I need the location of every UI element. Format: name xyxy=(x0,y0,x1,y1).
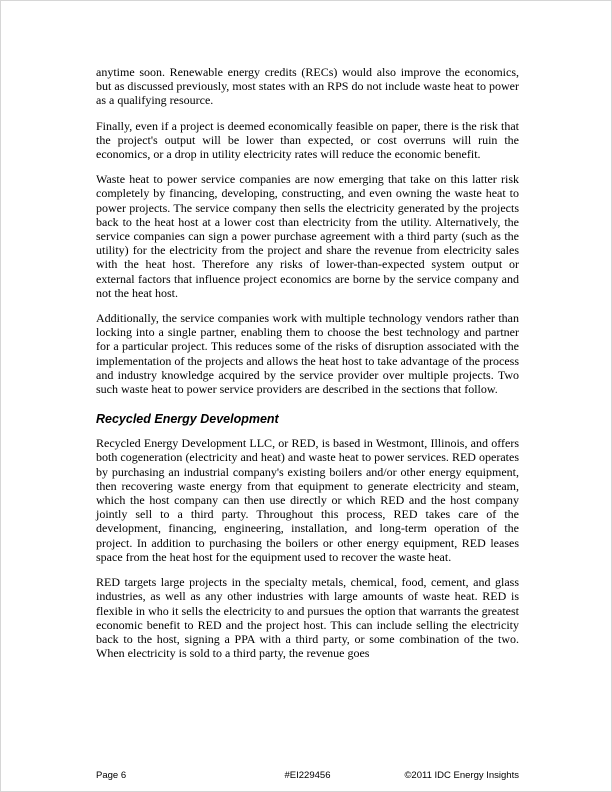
body-paragraph: Recycled Energy Development LLC, or RED, is based in Westmont, Illinois, and offers both cogeneration (electricity and heat) and waste heat to power services. RED operates by purchasing an industrial company's existing boilers and/or other energy equipment, then recovering waste energy from that equipment to generate electricity and steam, which the host company can then use directly or which RED and the host company jointly sell to a third party. Throughout this process, RED takes care of the development, financing, engineering, installation, and long-term operation of the project. In addition to purchasing the boilers or other energy equipment, RED leases space from the heat host for the equipment used to recover the waste heat. xyxy=(96,436,519,564)
page-body xyxy=(96,65,519,671)
body-paragraph: anytime soon. Renewable energy credits (RECs) would also improve the economics, but as discussed previously, most states with an RPS do not include waste heat to power as a qualifying resource. xyxy=(96,65,519,108)
section-heading: Recycled Energy Development xyxy=(96,412,279,427)
page-footer xyxy=(96,770,519,784)
body-paragraph: Additionally, the service companies work with multiple technology vendors rather than locking into a single partner, enabling them to choose the best technology and partner for a particular project. This reduces some of the risks of disruption associated with the implementation of the projects and allows the heat host to take advantage of the process and industry knowledge acquired by the service provider over multiple projects. Two such waste heat to power service providers are described in the sections that follow. xyxy=(96,311,519,397)
body-paragraph: Waste heat to power service companies are now emerging that take on this latter risk completely by financing, developing, constructing, and even owning the waste heat to power projects. The service company then sells the electricity generated by the projects back to the heat host at a lower cost than electricity from the utility. Alternatively, the service companies can sign a power purchase agreement with a third party (such as the utility) for the electricity from the project and share the revenue from electricity sales with the heat host. Therefore any risks of lower-than-expected system output or external factors that influence project economics are borne by the service company and not the heat host. xyxy=(96,172,519,300)
footer-copyright: ©2011 IDC Energy Insights xyxy=(404,770,519,781)
footer-page-number: Page 6 xyxy=(96,770,127,781)
footer-document-id: #EI229456 xyxy=(284,770,331,781)
body-paragraph: Finally, even if a project is deemed economically feasible on paper, there is the risk that the project's output will be lower than expected, or cost overruns will ruin the economics, or a drop in utility electricity rates will reduce the economic benefit. xyxy=(96,118,519,162)
body-paragraph: RED targets large projects in the specialty metals, chemical, food, cement, and glass industries, as well as any other industries with large amounts of waste heat. RED is flexible in who it sells the electricity to and pursues the option that warrants the greatest economic benefit to RED and the project host. This can include selling the electricity back to the host, signing a PPA with a third party, or some combination of the two. When electricity is sold to a third party, the revenue goes xyxy=(96,575,519,661)
